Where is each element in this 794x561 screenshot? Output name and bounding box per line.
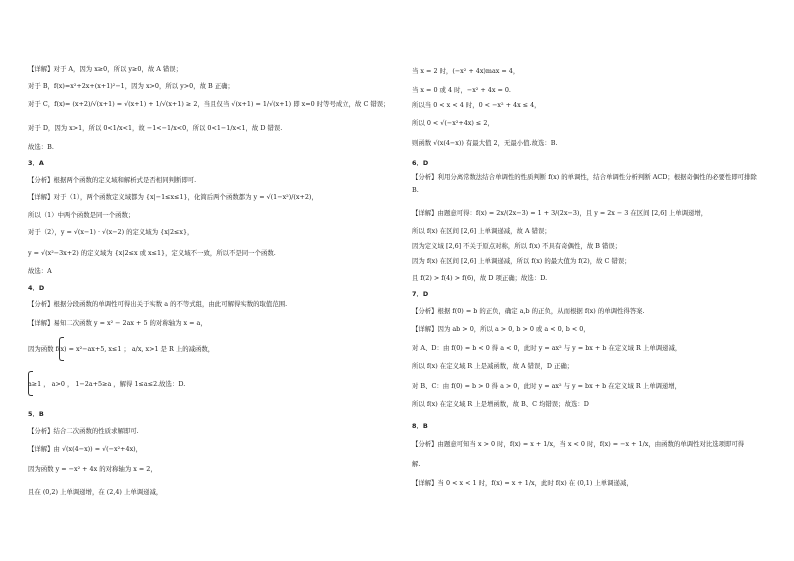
system-brace [28, 371, 33, 396]
right-text-line: 所以当 0 < x < 4 时，0 < −x² + 4x ≤ 4， [412, 101, 541, 109]
right-text-line: 所以 f(x) 在区间 [2,6] 上单调递减，故 A 错误； [412, 227, 551, 235]
left-text-line: 对于 B，f(x)=x²+2x+(x+1)²−1，因为 x>0，所以 y>0，故 B 正确； [28, 82, 234, 90]
left-text-line: 【详解】对于（1），两个函数定义域都为 {x|−1≤x≤1}，化简后两个函数都为 y = √(1−x²)/(x+2)， [28, 193, 318, 201]
left-text-line: 且在 (0,2) 上单调递增，在 (2,4) 上单调递减， [28, 488, 163, 496]
right-text-line: 当 x = 2 时，(−x² + 4x)max = 4， [412, 67, 520, 75]
right-text-line: 所以 f(x) 在定义域 R 上是增函数，故 B、C 均错误；故选：D [412, 400, 589, 408]
right-text-line: 所以 0 < √(−x²+4x) ≤ 2， [412, 119, 494, 127]
right-text-line: 6．D [412, 159, 429, 167]
right-text-line: 【分析】利用分离常数法结合单调性的性质判断 f(x) 的单调性，结合单调性分析判断 ACD；根据奇偶性的必要性即可排除 B. [412, 173, 757, 194]
right-text-line: 7．D [412, 290, 429, 298]
left-text-line: 故选：B. [28, 143, 54, 151]
left-text-line: 因为函数 y = −x² + 4x 的对称轴为 x = 2， [28, 465, 157, 473]
left-text-line: 故选：A [28, 267, 52, 275]
left-text-line: 【详解】由 √(x(4−x)) = √(−x²+4x)， [28, 445, 143, 453]
left-text-line: 5．B [28, 410, 44, 418]
right-text-line: 则函数 √(x(4−x)) 有最大值 2，无最小值.故选：B. [412, 139, 558, 147]
left-text-line: y = √(x²−3x+2) 的定义域为 {x|2≤x 或 x≤1}，定义域不一致，所以不是同一个函数. [28, 249, 276, 257]
left-text-line: 【分析】结合二次函数的性质求解即可. [28, 427, 139, 435]
right-text-line: 【详解】由题意可得：f(x) = 2x/(2x−3) = 1 + 3/(2x−3)，且 y = 2x − 3 在区间 [2,6] 上单调递增， [412, 209, 708, 217]
left-text-line: 对于（2），y = √(x−1) · √(x−2) 的定义域为 {x|2≤x}， [28, 228, 194, 236]
left-text-line: 【分析】根据两个函数的定义域和解析式是否相同判断即可. [28, 176, 197, 184]
right-text-line: 因为 f(x) 在区间 [2,6] 上单调递减，所以 f(x) 的最大值为 f(2)，故 C 错误； [412, 257, 631, 265]
left-text-line: a≥1 ， a>0 ， 1−2a+5≥a ，解得 1≤a≤2.故选：D. [28, 380, 186, 388]
left-text-line: 【详解】易知二次函数 y = x² − 2ax + 5 的对称轴为 x = a， [28, 319, 207, 327]
left-text-line: 对于 C，f(x)= (x+2)/√(x+1) = √(x+1) + 1/√(x+1) ≥ 2，当且仅当 √(x+1) = 1/√(x+1) 即 x=0 时等号成立，故 C 错误； [28, 100, 390, 108]
left-text-line: 3．A [28, 159, 44, 167]
left-text-line: 4．D [28, 284, 45, 292]
left-text-line: 【详解】对于 A，因为 x≥0，所以 y≥0，故 A 错误； [28, 65, 183, 73]
left-text-line: 对于 D，因为 x>1，所以 0<1/x<1，故 −1<−1/x<0，所以 0<1−1/x<1，故 D 错误. [28, 124, 283, 132]
piecewise-brace [59, 337, 64, 361]
left-text-line: 【分析】根据分段函数的单调性可得出关于实数 a 的不等式组，由此可解得实数的取值范围. [28, 300, 288, 308]
right-text-line: 【详解】当 0 < x < 1 时，f(x) = x + 1/x，此时 f(x) 在 (0,1) 上单调递减， [412, 479, 633, 487]
right-text-line: 【分析】根据 f(0) = b 的正负，确定 a,b 的正负，从而根据 f(x) 的单调性得答案. [412, 307, 645, 315]
right-text-line: 对 A、D：由 f(0) = b < 0 得 a < 0，此时 y = ax² 与 y = bx + b 在定义域 R 上单调递减， [412, 344, 682, 352]
right-text-line: 8．B [412, 422, 428, 430]
right-text-line: 当 x = 0 或 4 时，−x² + 4x = 0. [412, 86, 511, 94]
right-text-line: 因为定义域 [2,6] 不关于原点对称，所以 f(x) 不具有奇偶性，故 B 错误； [412, 242, 622, 250]
right-text-line: 【分析】由题意可知当 x > 0 时，f(x) = x + 1/x，当 x < 0 时，f(x) = −x + 1/x，由函数的单调性对比选项即可得 [412, 440, 745, 448]
right-text-line: 【详解】因为 ab > 0，所以 a > 0, b > 0 或 a < 0, b < 0， [412, 325, 590, 333]
right-text-line: 解. [412, 460, 421, 468]
right-text-line: 且 f(2) > f(4) > f(6)，故 D 项正确；故选：D. [412, 274, 548, 282]
right-text-line: 对 B、C：由 f(0) = b > 0 得 a > 0，此时 y = ax² 与 y = bx + b 在定义域 R 上单调递增， [412, 382, 682, 390]
left-text-line: 因为函数 f(x) = x²−ax+5, x≤1 ； a/x, x>1 是 R 上的减函数， [28, 345, 215, 353]
right-text-line: 所以 f(x) 在定义域 R 上是减函数，故 A 错误，D 正确； [412, 362, 574, 370]
left-text-line: 所以（1）中两个函数是同一个函数； [28, 211, 135, 219]
